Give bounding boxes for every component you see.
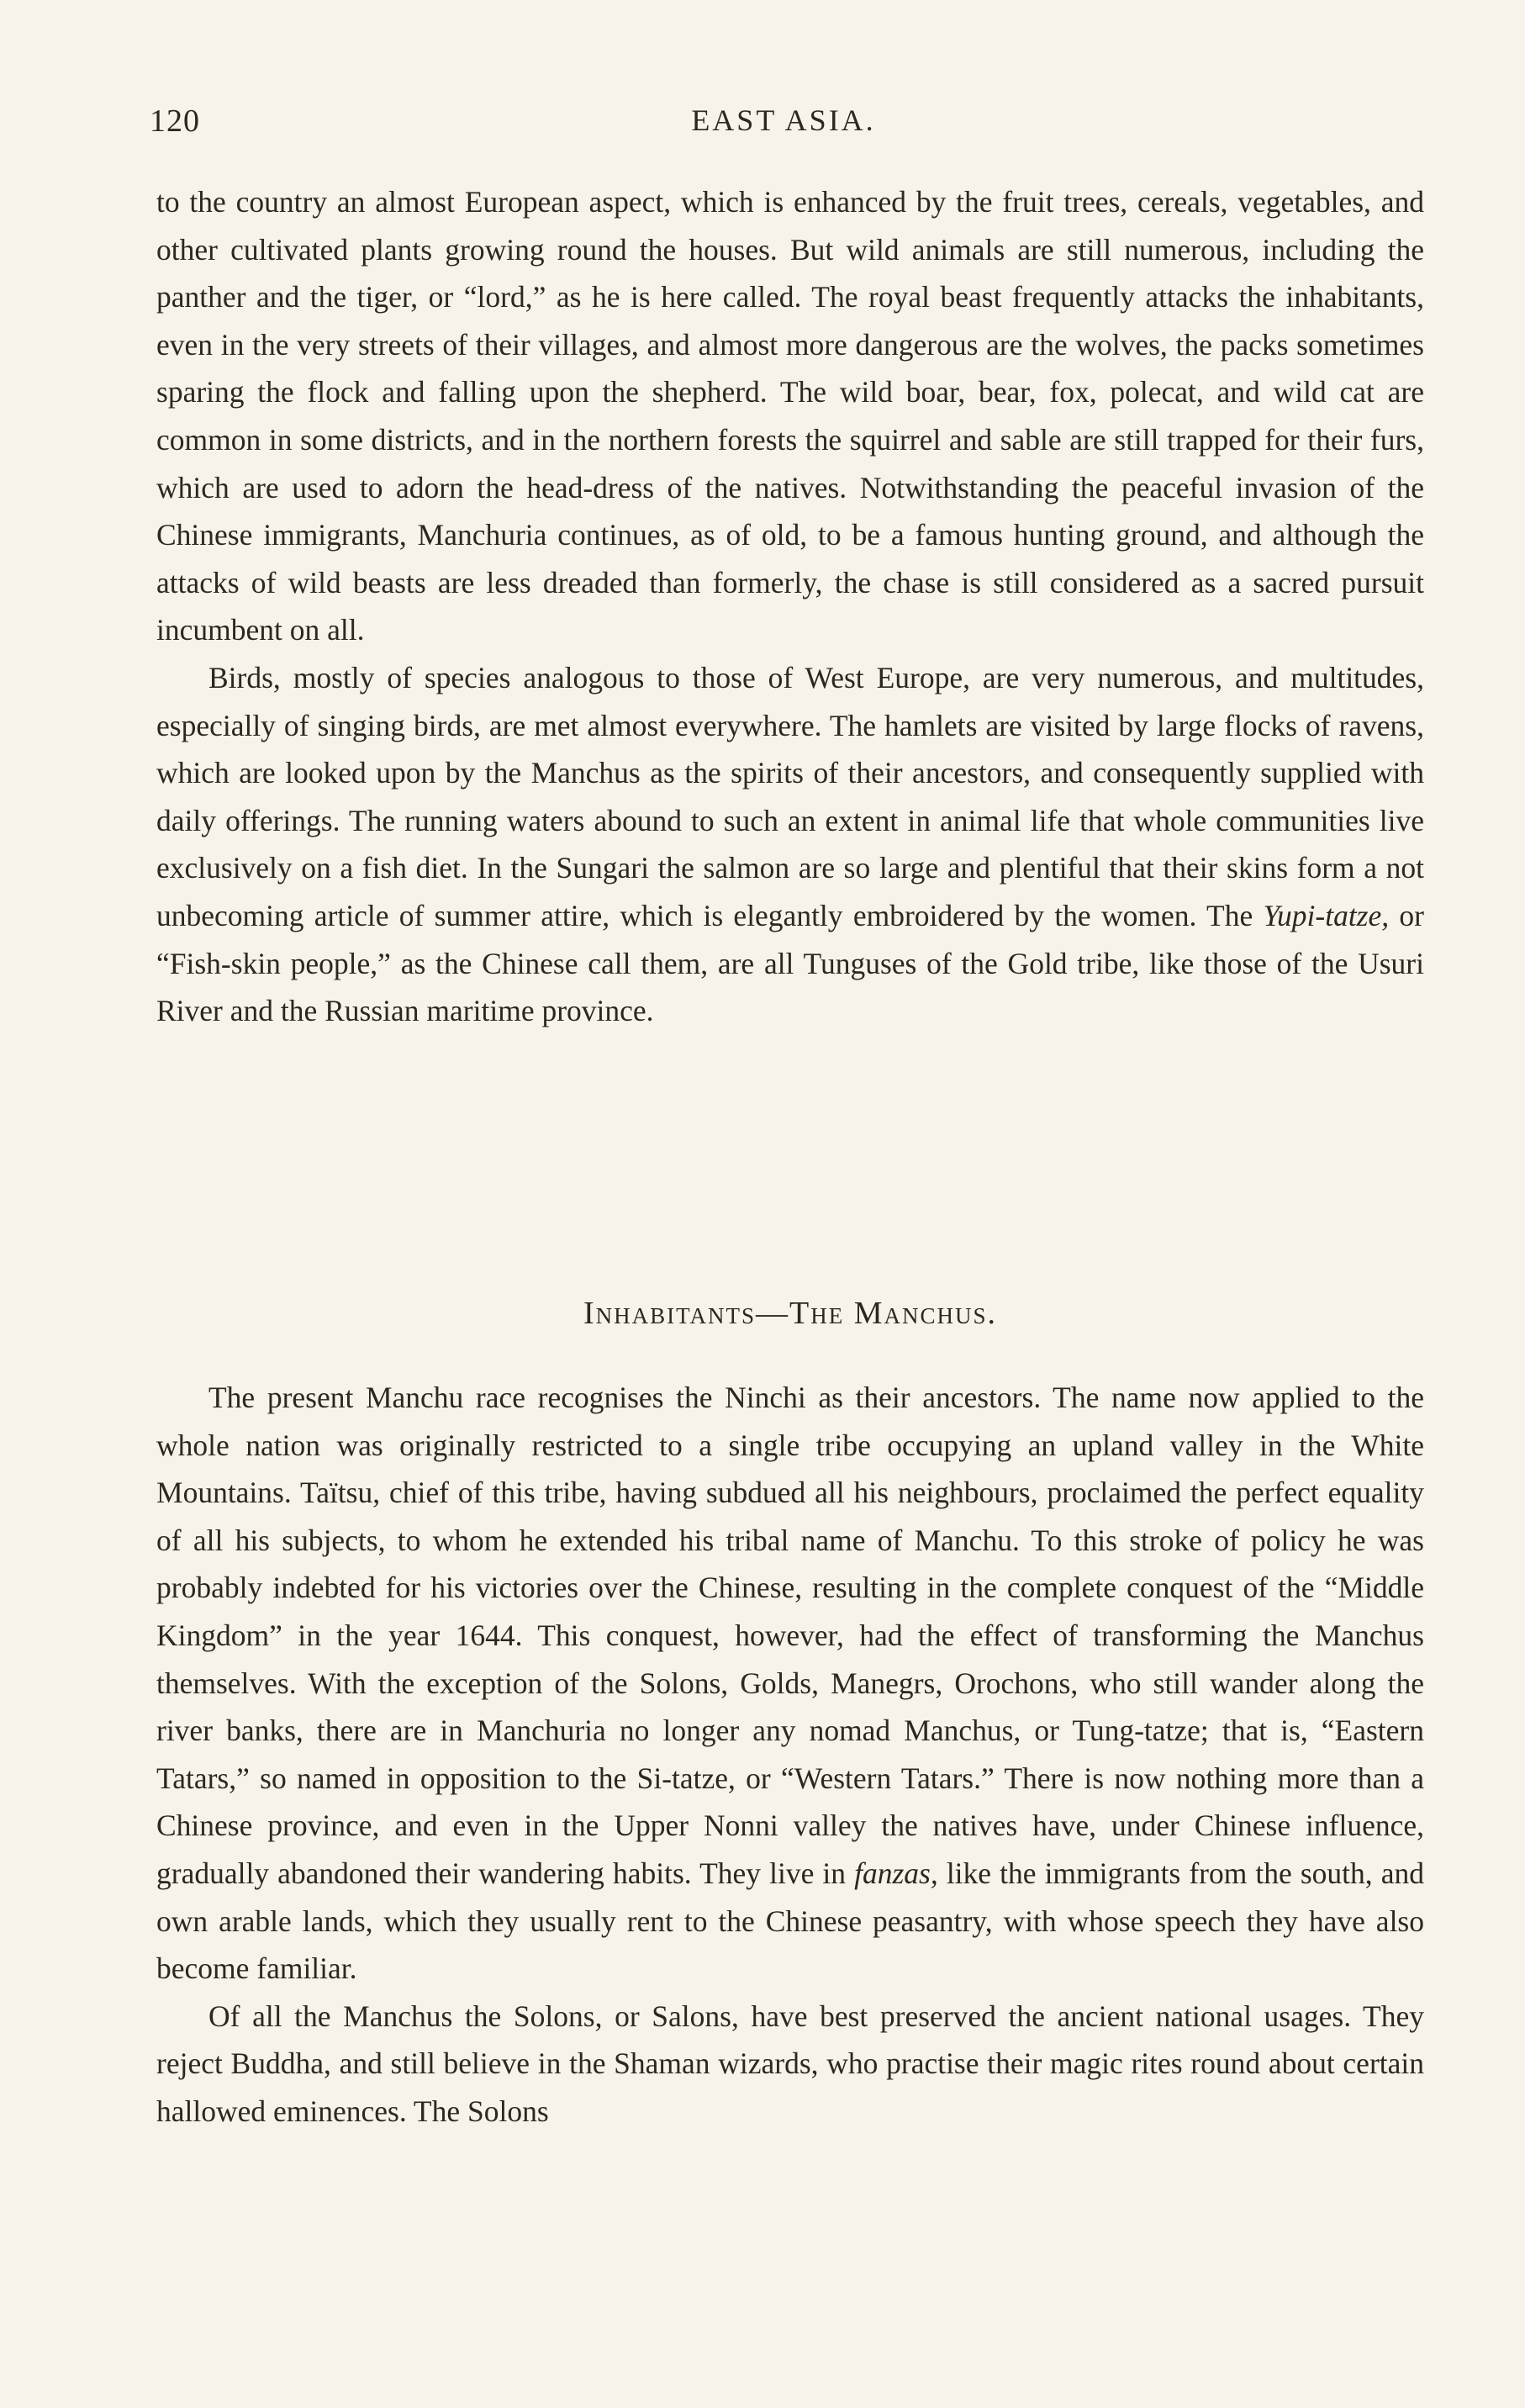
paragraph-text: Of all the Manchus the Solons, or Salons, have best preserved the ancient national usages. They reject Buddha, and still believe in the Shaman wizards, who practise their magic rites round about certain hallowed eminences. The Solons xyxy=(156,1999,1424,2128)
running-title: EAST ASIA. xyxy=(691,103,876,137)
section-heading: Inhabitants—The Manchus. xyxy=(583,1296,997,1331)
paragraph-birds xyxy=(156,654,1424,1035)
paragraph-manchu-race xyxy=(156,1374,1424,1993)
running-head xyxy=(150,103,1417,153)
paragraph-text: Birds, mostly of species analogous to those of West Europe, are very numerous, and multitudes, especially of singing birds, are met almost everywhere. The hamlets are visited by large flocks of ravens, which are looked upon by the Manchus as the spirits of their ancestors, and consequently supplied with daily offerings. The running waters abound to such an extent in animal life that whole communities live exclusively on a fish diet. In the Sungari the salmon are so large and plentiful that their skins form a not unbecoming article of summer attire, which is elegantly embroidered by the women. The xyxy=(156,660,1424,932)
section-manchus xyxy=(156,1374,1424,2136)
paragraph-text: The present Manchu race recognises the Ninchi as their ancestors. The name now applied to the whole nation was originally restricted to a single tribe occupying an upland valley in the White Mountains. Taïtsu, chief of this tribe, having subdued all his neighbours, proclaimed the perfect equality of all his subjects, to whom he extended his tribal name of Manchu. To this stroke of policy he was probably indebted for his victories over the Chinese, resulting in the complete conquest of the “Middle Kingdom” in the year 1644. This conquest, however, had the effect of transforming the Manchus themselves. With the exception of the Solons, Golds, Manegrs, Orochons, who still wander along the river banks, there are in Manchuria no longer any nomad Manchus, or Tung-tatze; that is, “Eastern Tatars,” so named in opposition to the Si-tatze, or “Western Tatars.” There is now nothing more than a Chinese province, and even in the Upper Nonni valley the natives have, under Chinese influence, gradually abandoned their wandering habits. They live in xyxy=(156,1381,1424,1890)
paragraph-text: like the immigrants from the south, and own arable lands, which they usually rent to the Chinese peasantry, with whose speech they have also become familiar. xyxy=(156,1856,1425,1986)
paragraph-text: or “Fish-skin people,” as the Chinese call them, are all Tunguses of the Gold tribe, like those of the Usuri River and the Russian maritime province. xyxy=(156,898,1424,1028)
italic-term: fanzas, xyxy=(854,1856,938,1890)
section-fauna xyxy=(156,178,1424,1035)
italic-term: Yupi-tatze, xyxy=(1263,898,1390,932)
paragraph-solons xyxy=(156,1993,1424,2136)
paragraph-text: to the country an almost European aspect, which is enhanced by the fruit trees, cereals, vegetables, and other cultivated plants growing round the houses. But wild animals are still numerous, including the panther and the tiger, or “lord,” as he is here called. The royal beast frequently attacks the inhabitants, even in the very streets of their villages, and almost more dangerous are the wolves, the packs sometimes sparing the flock and falling upon the shepherd. The wild boar, bear, fox, polecat, and wild cat are common in some districts, and in the northern forests the squirrel and sable are still trapped for their furs, which are used to adorn the head-dress of the natives. Notwithstanding the peaceful invasion of the Chinese immigrants, Manchuria continues, as of old, to be a famous hunting ground, and although the attacks of wild beasts are less dreaded than formerly, the chase is still considered as a sacred pursuit incumbent on all. xyxy=(156,185,1424,647)
paragraph-continued xyxy=(156,178,1424,654)
page-number: 120 xyxy=(150,103,200,139)
